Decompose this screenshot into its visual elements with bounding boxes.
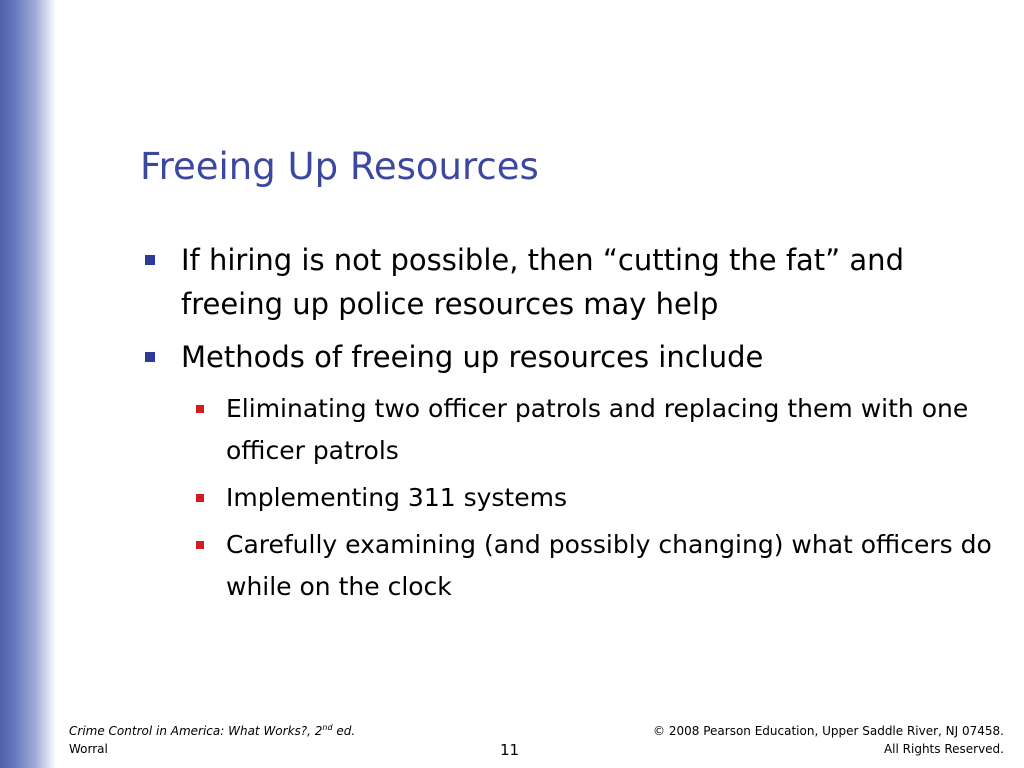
slide-content <box>140 238 1010 613</box>
bullet-item <box>140 335 1010 379</box>
sub-bullet-item <box>140 524 1010 608</box>
sub-bullet-text: Eliminating two officer patrols and replacing them with one officer patrols <box>226 394 969 465</box>
bullet-text: If hiring is not possible, then “cutting the fat” and freeing up police resources may help <box>181 243 904 321</box>
decorative-side-bar <box>0 0 56 768</box>
square-sub-bullet-icon <box>196 541 204 549</box>
footer-author: Worral <box>69 742 108 756</box>
sub-bullet-item <box>140 477 1010 519</box>
sub-bullet-item <box>140 388 1010 472</box>
sub-bullet-text: Implementing 311 systems <box>226 483 567 512</box>
page-number: 11 <box>500 741 520 759</box>
bullet-text: Methods of freeing up resources include <box>181 340 764 374</box>
square-bullet-icon <box>145 255 155 265</box>
footer-copyright: © 2008 Pearson Education, Upper Saddle River, NJ 07458. All Rights Reserved. <box>653 724 1004 756</box>
sub-bullet-text: Carefully examining (and possibly changing) what officers do while on the clock <box>226 530 992 601</box>
footer-book-info <box>69 722 355 758</box>
bullet-item <box>140 238 1010 326</box>
square-sub-bullet-icon <box>196 494 204 502</box>
footer-book-title: Crime Control in America: What Works?, 2nd ed. <box>69 723 356 738</box>
slide-title: Freeing Up Resources <box>140 145 539 188</box>
square-sub-bullet-icon <box>196 405 204 413</box>
square-bullet-icon <box>145 352 155 362</box>
